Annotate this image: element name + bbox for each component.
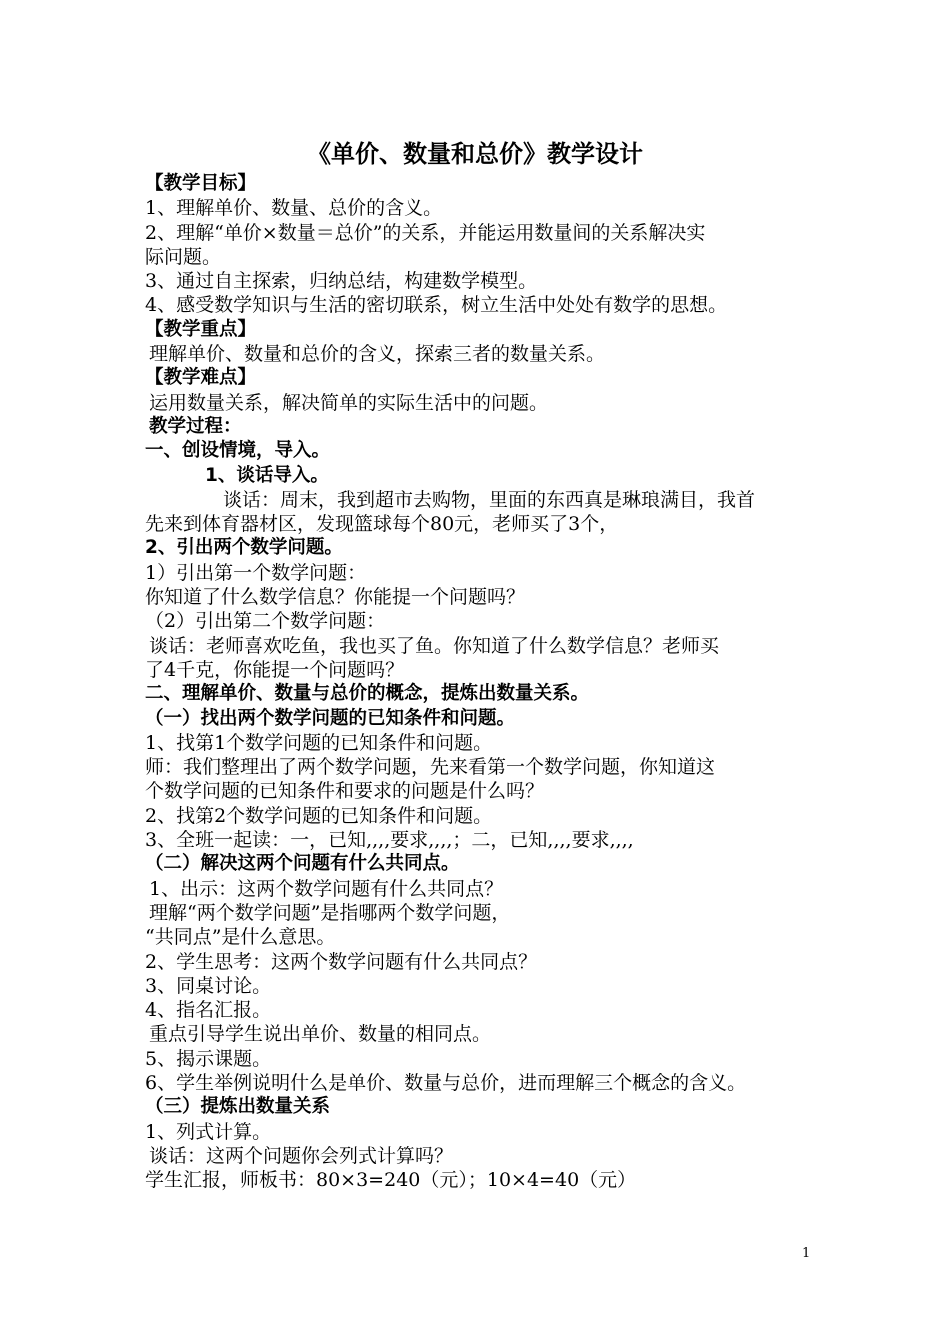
section-heading: 二、理解单价、数量与总价的概念，提炼出数量关系。 (145, 683, 590, 705)
section-heading: （二）解决这两个问题有什么共同点。 (145, 853, 460, 875)
body-line: （2）引出第二个数学问题： (145, 610, 386, 633)
section-heading: 一、创设情境，导入。 (145, 440, 331, 462)
section-heading: （一）找出两个数学问题的已知条件和问题。 (145, 707, 516, 729)
body-line: 4、指名汇报。 (145, 999, 272, 1022)
body-line: 1、列式计算。 (145, 1120, 272, 1143)
body-line: 1、理解单价、数量、总价的含义。 (145, 197, 443, 220)
body-line: 1、找第1个数学问题的已知条件和问题。 (145, 731, 493, 754)
body-line: 际问题。 (145, 245, 222, 268)
body-line: 师：我们整理出了两个数学问题，先来看第一个数学问题，你知道这 (145, 756, 716, 779)
body-line: 了4千克，你能提一个问题吗？ (145, 658, 405, 681)
body-line: 1、出示：这两个数学问题有什么共同点？ (149, 877, 504, 900)
section-heading: 教学过程： (149, 415, 242, 437)
body-line: 4、感受数学知识与生活的密切联系，树立生活中处处有数学的思想。 (145, 294, 728, 317)
body-line: 3、通过自主探索，归纳总结，构建数学模型。 (145, 270, 538, 293)
body-line: 3、同桌讨论。 (145, 974, 272, 997)
page-number: 1 (802, 1246, 811, 1261)
section-heading: 1、谈话导入。 (205, 464, 329, 486)
document-title: 《单价、数量和总价》教学设计 (307, 140, 643, 168)
body-line: 5、揭示课题。 (145, 1047, 272, 1070)
body-line: 先来到体育器材区，发现篮球每个80元，老师买了3个， (145, 513, 619, 536)
body-line: 谈话：老师喜欢吃鱼，我也买了鱼。你知道了什么数学信息？老师买 (149, 634, 720, 657)
body-line: 3、全班一起读：一，已知,,,,要求,,,,；二，已知,,,,要求,,,, (145, 829, 634, 852)
section-heading: 【教学目标】 (145, 173, 257, 194)
body-line: 你知道了什么数学信息？你能提一个问题吗？ (145, 586, 526, 609)
body-line: 学生汇报，师板书：80×3=240（元）；10×4=40（元） (145, 1169, 637, 1192)
body-line: 谈话：这两个问题你会列式计算吗？ (149, 1144, 454, 1167)
section-heading: 2、引出两个数学问题。 (145, 537, 343, 559)
body-line: 谈话：周末，我到超市去购物，里面的东西真是琳琅满目，我首 (223, 488, 756, 511)
section-heading: （三）提炼出数量关系 (145, 1096, 331, 1118)
body-line: 1）引出第一个数学问题： (145, 561, 367, 584)
section-heading: 【教学重点】 (145, 318, 257, 340)
body-line: 重点引导学生说出单价、数量的相同点。 (149, 1023, 492, 1046)
body-line: 运用数量关系，解决简单的实际生活中的问题。 (149, 391, 549, 414)
body-line: 2、学生思考：这两个数学问题有什么共同点？ (145, 950, 538, 973)
body-line: 2、理解“单价×数量＝总价”的关系，并能运用数量间的关系解决实 (145, 221, 706, 244)
body-line: “共同点”是什么意思。 (145, 926, 336, 949)
body-line: 6、学生举例说明什么是单价、数量与总价，进而理解三个概念的含义。 (145, 1071, 747, 1094)
body-line: 个数学问题的已知条件和要求的问题是什么吗？ (145, 780, 545, 803)
body-line: 2、找第2个数学问题的已知条件和问题。 (145, 804, 493, 827)
body-line: 理解“两个数学问题”是指哪两个数学问题， (149, 901, 511, 924)
document-body (145, 172, 825, 1192)
body-line: 理解单价、数量和总价的含义，探索三者的数量关系。 (149, 343, 606, 366)
section-heading: 【教学难点】 (145, 367, 257, 389)
